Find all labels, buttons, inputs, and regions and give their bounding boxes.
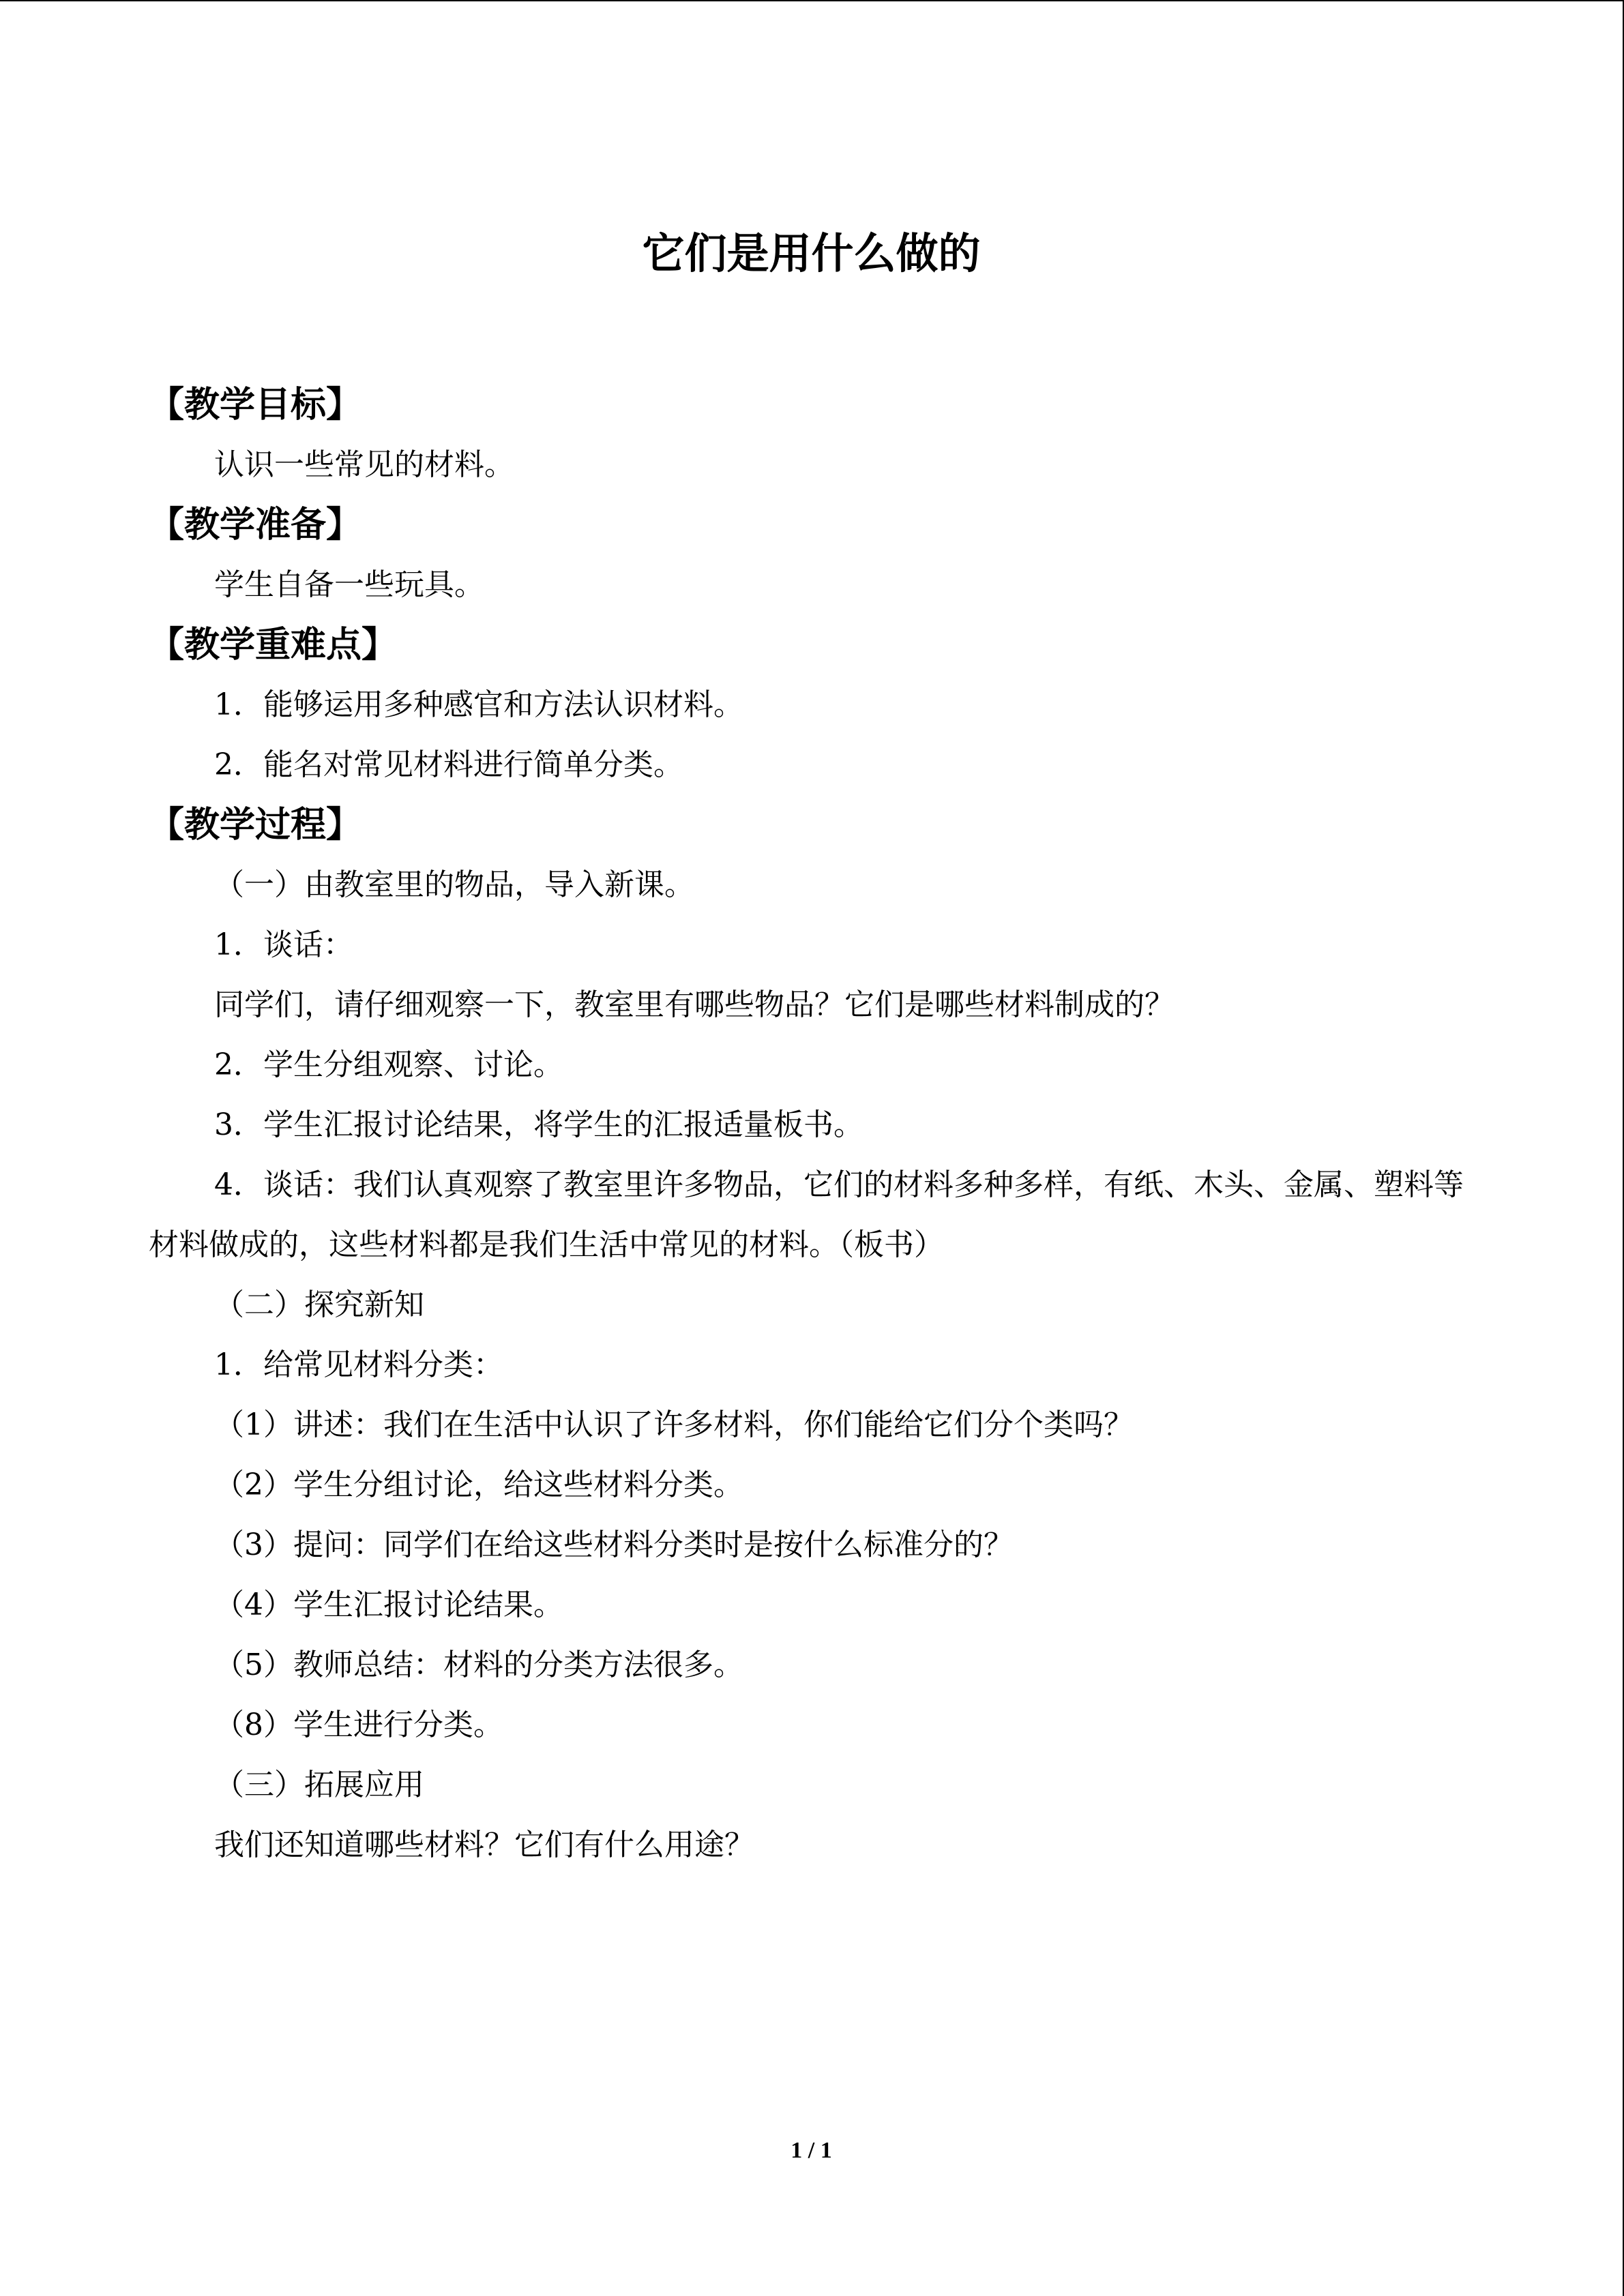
paragraph: 2．能名对常见材料进行简单分类。 (214, 747, 683, 782)
paragraph: （一）由教室里的物品，导入新课。 (214, 867, 694, 902)
paragraph: 3．学生汇报讨论结果，将学生的汇报适量板书。 (214, 1107, 863, 1142)
section-focus (149, 615, 1475, 795)
paragraph: 同学们，请仔细观察一下，教室里有哪些物品？它们是哪些材料制成的？ (214, 987, 1175, 1022)
paragraph: 认识一些常见的材料。 (214, 447, 514, 482)
paragraph: （1）讲述：我们在生活中认识了许多材料，你们能给它们分个类吗？ (214, 1407, 1134, 1442)
paragraph: （8）学生进行分类。 (214, 1708, 503, 1742)
paragraph: 1．能够运用多种感官和方法认识材料。 (214, 687, 743, 722)
paragraph: （2）学生分组讨论，给这些材料分类。 (214, 1467, 743, 1502)
paragraph: 我们还知道哪些材料？它们有什么用途？ (214, 1828, 754, 1862)
section-heading-focus: 【教学重难点】 (149, 625, 398, 666)
section-heading-goals: 【教学目标】 (149, 385, 362, 426)
paragraph: （4）学生汇报讨论结果。 (214, 1587, 563, 1622)
section-goals (149, 375, 1475, 495)
paragraph: 1．谈话： (214, 927, 353, 962)
paragraph: （三）拓展应用 (214, 1768, 424, 1802)
paragraph: 2．学生分组观察、讨论。 (214, 1047, 563, 1082)
paragraph: （5）教师总结：材料的分类方法很多。 (214, 1648, 743, 1682)
paragraph: （3）提问：同学们在给这些材料分类时是按什么标准分的？ (214, 1527, 1014, 1562)
paragraph: （二）探究新知 (214, 1287, 424, 1322)
paragraph: 学生自备一些玩具。 (214, 567, 484, 602)
section-heading-prep: 【教学准备】 (149, 505, 362, 546)
paragraph: 4．谈话：我们认真观察了教室里许多物品，它们的材料多种多样，有纸、木头、金属、塑料等材料做成的，这些材料都是我们生活中常见的材料。（板书） (149, 1167, 1464, 1262)
section-heading-process: 【教学过程】 (149, 805, 362, 846)
section-process (149, 795, 1475, 1875)
paragraph: 1．给常见材料分类： (214, 1347, 503, 1382)
section-prep (149, 495, 1475, 615)
document-title: 它们是用什么做的 (642, 228, 981, 278)
document-body (149, 375, 1475, 1875)
page-number: 1 / 1 (791, 2138, 832, 2163)
